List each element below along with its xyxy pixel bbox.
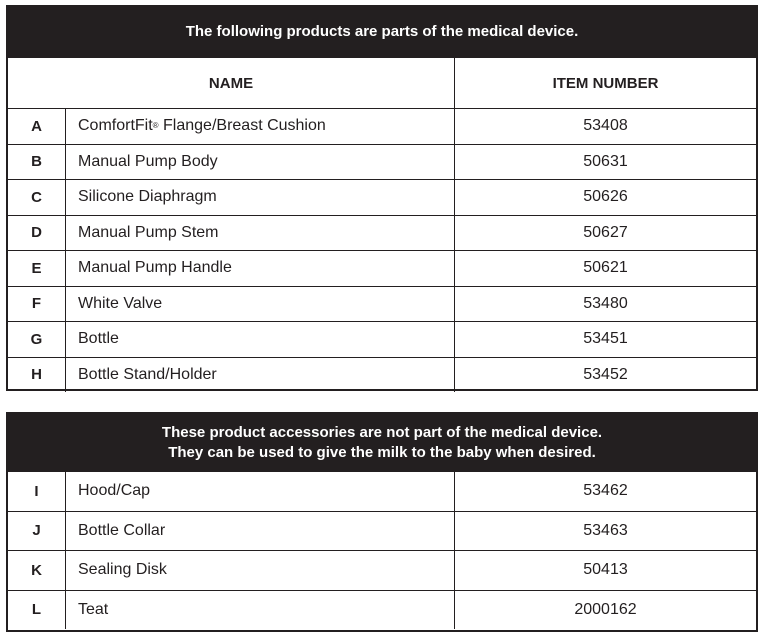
product-name: ComfortFit ® Flange/Breast Cushion [66, 109, 455, 144]
row-letter: D [8, 216, 66, 251]
table-row [8, 321, 756, 357]
item-number: 50621 [583, 259, 628, 277]
row-letter: B [8, 145, 66, 180]
product-name: Manual Pump Stem [66, 216, 455, 251]
row-letter: H [8, 358, 66, 393]
table-row [8, 250, 756, 286]
name-column-header: NAME [8, 58, 455, 108]
row-letter: L [8, 591, 66, 630]
item-number: 53452 [583, 365, 628, 383]
item-number: 53480 [583, 294, 628, 312]
item-number: 50626 [583, 188, 628, 206]
table-row [8, 108, 756, 144]
item-number: 53408 [583, 117, 628, 135]
parts-table-header [8, 7, 756, 57]
row-letter: K [8, 551, 66, 590]
row-letter: G [8, 322, 66, 357]
product-name: Silicone Diaphragm [66, 180, 455, 215]
item-number: 50631 [583, 152, 628, 170]
row-letter: F [8, 287, 66, 322]
item-number: 50413 [583, 561, 628, 579]
table-row [8, 215, 756, 251]
row-letter: I [8, 472, 66, 511]
row-letter: A [8, 109, 66, 144]
product-name-rest: Flange/Breast Cushion [158, 117, 326, 135]
row-letter: E [8, 251, 66, 286]
parts-table-header-text: The following products are parts of the medical device. [185, 23, 579, 40]
accessories-table [6, 412, 758, 632]
product-name: Bottle [66, 322, 455, 357]
product-name: White Valve [66, 287, 455, 322]
item-number-column-header: ITEM NUMBER [552, 74, 659, 92]
item-number: 53463 [583, 521, 628, 539]
item-number: 2000162 [574, 600, 637, 618]
item-number: 53451 [583, 330, 628, 348]
table-row [8, 357, 756, 393]
item-number: 53462 [583, 482, 628, 500]
product-name: Teat [66, 591, 455, 630]
medical-device-parts-table [6, 5, 758, 391]
accessories-header-line-1: These product accessories are not part of the medical device. [161, 423, 603, 441]
item-number: 50627 [583, 223, 628, 241]
product-name: Sealing Disk [66, 551, 455, 590]
product-name: Manual Pump Handle [66, 251, 455, 286]
row-letter: C [8, 180, 66, 215]
row-letter: J [8, 512, 66, 551]
table-row [8, 144, 756, 180]
product-name: Bottle Stand/Holder [66, 358, 455, 393]
accessories-table-header [8, 414, 756, 471]
column-header-row [8, 57, 756, 108]
table-row [8, 471, 756, 511]
table-row [8, 179, 756, 215]
table-row [8, 550, 756, 590]
product-name: Manual Pump Body [66, 145, 455, 180]
product-name-brand: ComfortFit [78, 117, 153, 135]
product-name: Bottle Collar [66, 512, 455, 551]
table-row [8, 286, 756, 322]
accessories-header-line-2: They can be used to give the milk to the baby when desired. [168, 443, 596, 461]
table-row [8, 590, 756, 630]
table-row [8, 511, 756, 551]
product-name: Hood/Cap [66, 472, 455, 511]
